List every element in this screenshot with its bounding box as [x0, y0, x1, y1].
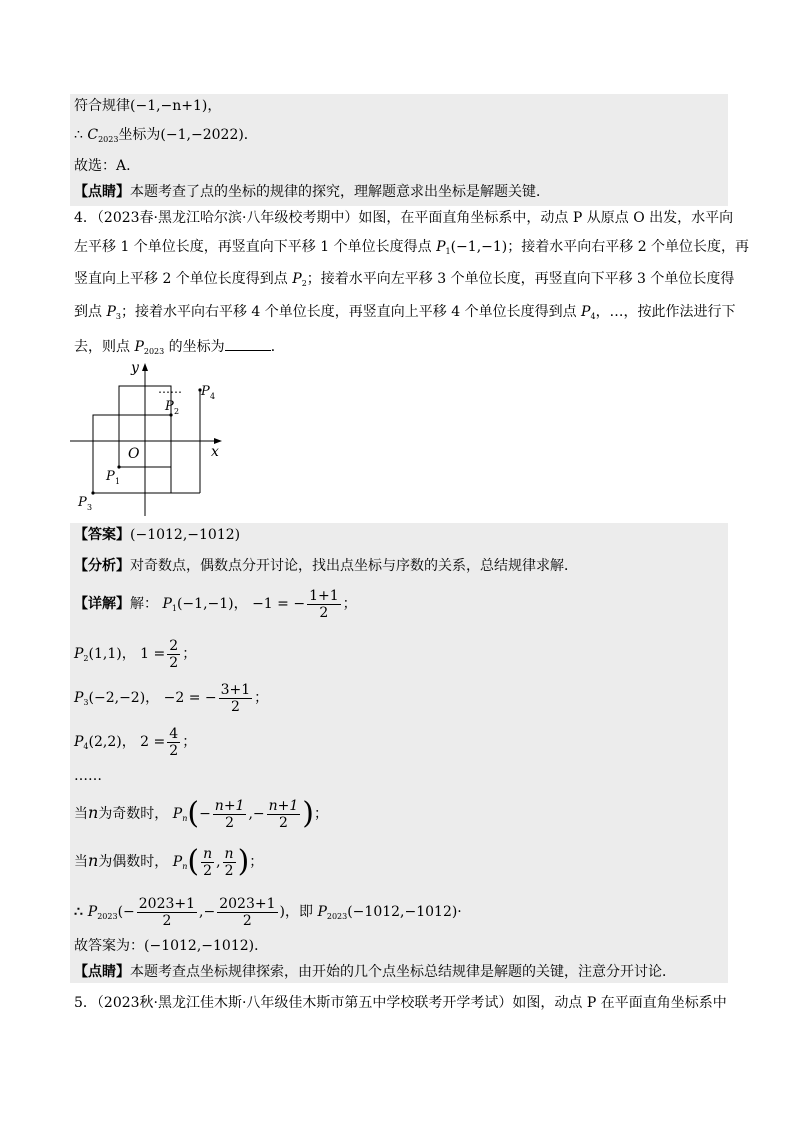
- q4-line-4: 到点 $P_3$；接着水平向右平移 4 个单位长度，再竖直向上平移 4 个单位长度得到点 $P_4$，…，按此作法进行下: [74, 304, 736, 321]
- p1-sub: 1: [115, 477, 121, 486]
- p4-sub: 4: [210, 392, 216, 401]
- y-axis-label: y: [131, 360, 139, 376]
- detail-odd: 当n为奇数时， $P_n(-$ $\frac{n+1}{2}$ ,− $\frac{n+1}{2}$ )；: [74, 796, 329, 831]
- prev-line-3: 故选：A.: [74, 158, 131, 174]
- figure-dots: ……: [158, 382, 182, 396]
- detail-final: ∴ $P_{2023}(-$ $\frac{2023+1}{2}$ ,− $\frac{2023+1}{2}$ )，即 $P_{2023}(-1012,-1012)\cdot$: [74, 895, 462, 929]
- answer-line: 【答案】(−1012,−1012): [74, 527, 241, 543]
- q5-line-1: 5．（2023秋·黑龙江佳木斯·八年级佳木斯市第五中学校联考开学考试）如图，动点 P 在平面直角坐标系中: [74, 995, 727, 1011]
- detail-row-2: $P_2(1,1)$， 1 = $\frac{2}{2}$ ；: [74, 637, 197, 671]
- detail-dots: ……: [74, 768, 102, 784]
- p2-label: P: [165, 399, 174, 414]
- prev-line-2: ∴ $C_{2023}$坐标为(−1,−2022)．: [74, 127, 258, 144]
- prev-line-1: 符合规律(−1,−n+1)，: [74, 98, 222, 114]
- q4-line-1: 4．（2023春·黑龙江哈尔滨·八年级校考期中）如图，在平面直角坐标系中，动点 P 从原点 O 出发，水平向: [74, 210, 734, 226]
- p3-label: P: [78, 495, 87, 510]
- origin-label: O: [128, 446, 140, 462]
- analysis-line: 【分析】对奇数点，偶数点分开讨论，找出点坐标与序数的关系，总结规律求解．: [74, 558, 578, 574]
- dianjing-line: 【点睛】本题考查点坐标规律探索，由开始的几个点坐标总结规律是解题的关键，注意分开讨论．: [74, 964, 676, 980]
- coordinate-figure: [70, 358, 230, 518]
- answer-blank: [225, 336, 271, 351]
- q4-line-5: 去，则点 $P_{2023}$ 的坐标为 ．: [74, 336, 285, 362]
- x-axis-label: x: [211, 444, 219, 460]
- p2-sub: 2: [174, 407, 180, 416]
- p3-sub: 3: [87, 503, 93, 512]
- prev-line-4: 【点睛】本题考查了点的坐标的规律的探究，理解题意求出坐标是解题关键．: [74, 184, 550, 200]
- detail-row-1: 【详解】解： $P_1(-1,-1)$， −1 = − $\frac{1+1}{2}$ ；: [74, 587, 357, 621]
- detail-answer: 故答案为：(−1012,−1012)．: [74, 938, 269, 954]
- q4-line-3: 竖直向上平移 2 个单位长度得到点 $P_2$；接着水平向左平移 3 个单位长度，再竖直向下平移 3 个单位长度得: [74, 271, 735, 288]
- detail-even: 当n为偶数时， $P_n$( $\frac{n}{2}$ , $\frac{n}{2}$ )；: [74, 844, 264, 879]
- p1-label: P: [106, 469, 115, 484]
- q4-line-2: 左平移 1 个单位长度，再竖直向下平移 1 个单位长度得点 $P_1(-1,-1)$；接着水平向右平移 2 个单位长度，再: [74, 239, 750, 256]
- p4-label: P: [201, 384, 210, 399]
- detail-row-4: $P_4(2,2)$， 2 = $\frac{4}{2}$ ；: [74, 725, 197, 759]
- detail-row-3: $P_3(-2,-2)$， −2 = − $\frac{3+1}{2}$ ；: [74, 681, 269, 715]
